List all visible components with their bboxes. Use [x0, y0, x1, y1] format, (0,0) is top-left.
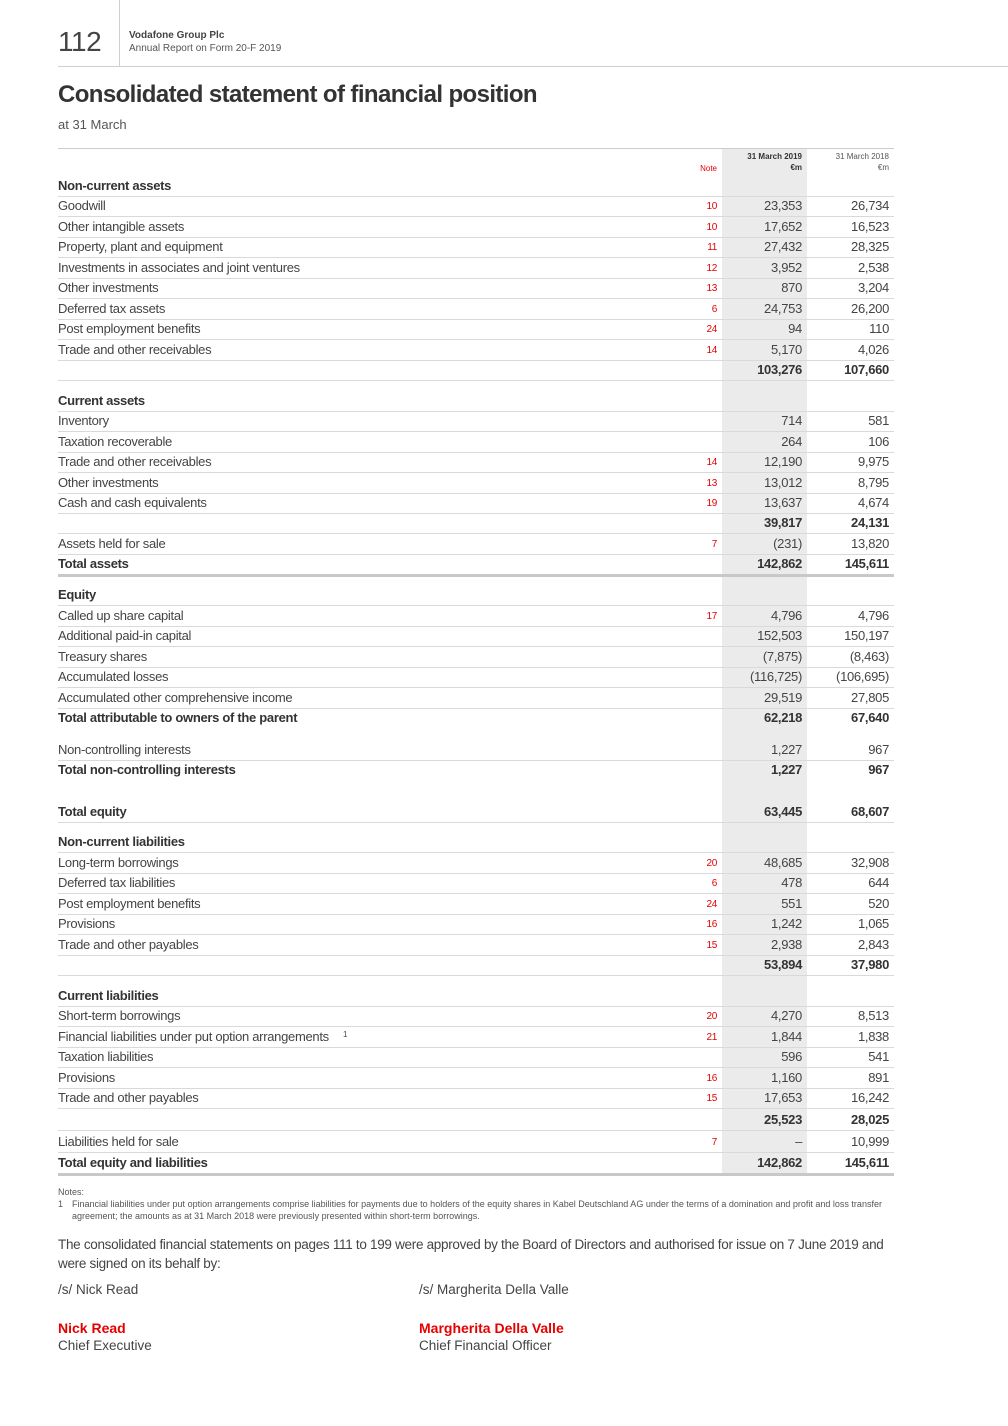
col-2018-header: [810, 151, 889, 173]
header-divider: [119, 0, 120, 66]
signatory-name-ceo: Nick Read: [58, 1320, 126, 1336]
value-2019: 12,190: [764, 454, 802, 469]
table-row: Financial liabilities under put option arrangements 1 21 1,844 1,838: [58, 1027, 894, 1048]
total-row: [58, 513, 894, 534]
row-note-ref: 13: [706, 283, 717, 294]
value-2019: 142,862: [757, 556, 802, 571]
value-2018: 541: [868, 1049, 889, 1064]
value-2019: 13,637: [764, 495, 802, 510]
row-note-ref: 14: [706, 457, 717, 468]
row-note-ref: 20: [706, 858, 717, 869]
row-label: Investments in associates and joint ventures: [58, 260, 300, 275]
row-label: Post employment benefits: [58, 896, 201, 911]
row-label: Total equity and liabilities: [58, 1155, 208, 1170]
value-2018: 2,843: [857, 937, 889, 952]
row-label: Provisions: [58, 1070, 115, 1085]
table-row: [58, 667, 894, 688]
row-label: Inventory: [58, 413, 109, 428]
value-2018: 9,975: [857, 454, 889, 469]
row-label: Treasury shares: [58, 649, 147, 664]
value-2019: (7,875): [762, 649, 802, 664]
value-2019: 478: [781, 875, 802, 890]
col-2019-unit: €m: [790, 163, 802, 172]
value-2018: 28,025: [851, 1112, 889, 1127]
value-2019: 3,952: [770, 260, 802, 275]
value-2019: 53,894: [764, 957, 802, 972]
value-2018: (8,463): [849, 649, 889, 664]
row-label: Trade and other receivables: [58, 454, 212, 469]
row-label: Other investments: [58, 280, 159, 295]
row-label: Provisions: [58, 916, 115, 931]
value-2018: 68,607: [851, 804, 889, 819]
table-row: [58, 853, 894, 874]
table-row: [58, 1006, 894, 1027]
row-label: Cash and cash equivalents: [58, 495, 207, 510]
notes-section: [58, 1186, 898, 1222]
value-2018: 110: [869, 321, 889, 336]
value-2019: 1,227: [770, 762, 802, 777]
value-2018: 16,242: [851, 1090, 889, 1105]
table-row: [58, 299, 894, 320]
table-row: [58, 740, 894, 761]
table-row: [58, 1088, 894, 1109]
value-2018: 967: [868, 742, 889, 757]
notes-heading: Notes:: [58, 1187, 85, 1197]
signatory-name-cfo: Margherita Della Valle: [419, 1320, 564, 1336]
value-2018: 520: [868, 896, 889, 911]
value-2018: 3,204: [857, 280, 889, 295]
row-note-ref: 24: [706, 324, 717, 335]
row-label: Financial liabilities under put option arrangements: [58, 1029, 329, 1044]
report-name: Annual Report on Form 20-F 2019: [129, 43, 282, 54]
row-label: Equity: [58, 587, 96, 602]
value-2018: 10,999: [851, 1134, 889, 1149]
value-2018: 107,660: [844, 362, 889, 377]
value-2019: 1,227: [770, 742, 802, 757]
row-label: Total equity: [58, 804, 127, 819]
row-note-ref: 15: [706, 1093, 717, 1104]
table-row: [58, 278, 894, 299]
value-2019: 29,519: [764, 690, 802, 705]
row-note-ref: 10: [706, 201, 717, 212]
row-note-ref: 6: [711, 878, 717, 889]
value-2019: 264: [781, 434, 802, 449]
value-2018: 37,980: [851, 957, 889, 972]
table-row: [58, 1132, 894, 1153]
value-2019: –: [795, 1134, 802, 1149]
table-row: [58, 1068, 894, 1089]
table-row: [58, 217, 894, 238]
total-row: [58, 955, 894, 976]
value-2019: 94: [788, 321, 802, 336]
row-note-ref: 14: [706, 345, 717, 356]
signature-ceo: /s/ Nick Read: [58, 1282, 139, 1297]
table-row: [58, 873, 894, 894]
value-2018: 16,523: [851, 219, 889, 234]
section-heading-row: [58, 832, 894, 853]
row-note-ref: 7: [711, 539, 717, 550]
total-row: [58, 554, 894, 577]
total-row: [58, 760, 894, 780]
total-row: [58, 802, 894, 823]
note-column-header: Note: [700, 164, 717, 173]
section-heading-row: [58, 391, 894, 412]
value-2019: 870: [781, 280, 802, 295]
value-2018: 1,838: [857, 1029, 889, 1044]
value-2019: 4,796: [770, 608, 802, 623]
row-label: Taxation liabilities: [58, 1049, 154, 1064]
row-note-ref: 21: [706, 1032, 717, 1043]
table-row: [58, 1047, 894, 1068]
row-label: Non-controlling interests: [58, 742, 191, 757]
row-label: Post employment benefits: [58, 321, 201, 336]
row-label: Current assets: [58, 393, 145, 408]
table-row: [58, 340, 894, 361]
table-row: [58, 196, 894, 217]
row-note-ref: 10: [706, 222, 717, 233]
row-label: Accumulated other comprehensive income: [58, 690, 293, 705]
value-2019: 13,012: [764, 475, 802, 490]
section-heading-row: [58, 176, 894, 197]
value-2019: 17,652: [764, 219, 802, 234]
signature-cfo: /s/ Margherita Della Valle: [419, 1282, 569, 1297]
col-2018-unit: €m: [877, 163, 889, 172]
value-2019: 25,523: [764, 1112, 802, 1127]
value-2019: 152,503: [757, 628, 802, 643]
table-row: [58, 319, 894, 340]
row-label: Assets held for sale: [58, 536, 166, 551]
row-note-ref: 20: [706, 1011, 717, 1022]
value-2019: 1,242: [770, 916, 802, 931]
table-top-rule: [58, 148, 894, 149]
value-2018: 150,197: [844, 628, 889, 643]
value-2018: 145,611: [844, 556, 889, 571]
row-label: Other intangible assets: [58, 219, 185, 234]
value-2018: 32,908: [851, 855, 889, 870]
note-number: 1: [58, 1199, 64, 1209]
value-2018: 26,734: [851, 198, 889, 213]
row-label: Deferred tax liabilities: [58, 875, 176, 890]
value-2019: 5,170: [770, 342, 802, 357]
value-2018: 967: [868, 762, 889, 777]
table-row: [58, 647, 894, 668]
value-2018: 13,820: [851, 536, 889, 551]
page-number: 112: [58, 26, 102, 57]
col-2019-date: 31 March 2019: [747, 152, 802, 161]
col-2018-date: 31 March 2018: [835, 152, 889, 161]
value-2018: 28,325: [851, 239, 889, 254]
approval-statement: The consolidated financial statements on pages 111 to 199 were approved by the Board of Directors and authorised for issue on 7 June 2019 and were signed on its behalf by:: [58, 1237, 884, 1271]
table-row: [58, 606, 894, 627]
row-label: Property, plant and equipment: [58, 239, 223, 254]
row-label: Long-term borrowings: [58, 855, 179, 870]
page-title: Consolidated statement of financial position: [58, 81, 537, 108]
row-note-ref: 6: [711, 304, 717, 315]
value-2018: 1,065: [857, 916, 889, 931]
value-2019: 103,276: [757, 362, 802, 377]
table-row: [58, 935, 894, 956]
value-2018: 644: [868, 875, 889, 890]
value-2018: 581: [868, 413, 889, 428]
value-2019: 4,270: [770, 1008, 802, 1023]
row-note-ref: 11: [707, 242, 717, 253]
value-2019: 1,160: [770, 1070, 802, 1085]
row-label: Other investments: [58, 475, 159, 490]
signatory-role-cfo: Chief Financial Officer: [419, 1338, 552, 1353]
page-header: [0, 0, 1008, 68]
row-label: Goodwill: [58, 198, 106, 213]
page-subtitle: at 31 March: [58, 117, 127, 132]
total-row: [58, 360, 894, 381]
row-note-ref: 12: [706, 263, 717, 274]
value-2019: 2,938: [770, 937, 802, 952]
total-row: [58, 708, 894, 728]
row-note-ref: 16: [706, 919, 717, 930]
table-row: [58, 534, 894, 555]
table-row: [58, 452, 894, 473]
col-2019-header: [722, 151, 802, 173]
value-2019: (231): [773, 536, 802, 551]
table-row: [58, 258, 894, 279]
value-2019: 39,817: [764, 515, 802, 530]
row-label: Trade and other payables: [58, 937, 199, 952]
section-heading-row: [58, 585, 894, 606]
row-label: Additional paid-in capital: [58, 628, 192, 643]
row-note-ref: 19: [706, 498, 717, 509]
company-name: Vodafone Group Plc: [129, 30, 225, 41]
value-2019: 1,844: [770, 1029, 802, 1044]
value-2018: 26,200: [851, 301, 889, 316]
table-row: [58, 626, 894, 647]
row-label: Total non-controlling interests: [58, 762, 236, 777]
value-2019: 596: [781, 1049, 802, 1064]
signatory-role-ceo: Chief Executive: [58, 1338, 152, 1353]
row-label: Current liabilities: [58, 988, 159, 1003]
value-2019: 17,653: [764, 1090, 802, 1105]
table-row: [58, 473, 894, 494]
value-2018: 4,026: [857, 342, 889, 357]
table-row: [58, 894, 894, 915]
value-2019: 551: [781, 896, 802, 911]
row-label: Called up share capital: [58, 608, 184, 623]
section-heading-row: [58, 986, 894, 1007]
value-2019: 27,432: [764, 239, 802, 254]
table-row: [58, 914, 894, 935]
header-rule: [58, 66, 1008, 67]
row-label: Total assets: [58, 556, 129, 571]
table-row: [58, 688, 894, 709]
value-2019: 142,862: [757, 1155, 802, 1170]
value-2018: 145,611: [844, 1155, 889, 1170]
value-2018: 891: [868, 1070, 889, 1085]
total-row: [58, 1153, 894, 1176]
value-2018: 8,513: [857, 1008, 889, 1023]
value-2018: 24,131: [851, 515, 889, 530]
total-row: [58, 1110, 894, 1131]
value-2019: 63,445: [764, 804, 802, 819]
row-label: Short-term borrowings: [58, 1008, 181, 1023]
value-2019: 48,685: [764, 855, 802, 870]
value-2019: 23,353: [764, 198, 802, 213]
table-row: [58, 237, 894, 258]
row-label: Trade and other payables: [58, 1090, 199, 1105]
row-note-ref: 24: [706, 899, 717, 910]
row-label: Accumulated losses: [58, 669, 169, 684]
row-label: Non-current liabilities: [58, 834, 185, 849]
value-2019: 24,753: [764, 301, 802, 316]
value-2019: 62,218: [764, 710, 802, 725]
value-2019: (116,725): [750, 669, 802, 684]
value-2018: (106,695): [836, 669, 889, 684]
row-label: Liabilities held for sale: [58, 1134, 179, 1149]
row-label: Non-current assets: [58, 178, 172, 193]
row-note-ref: 13: [706, 478, 717, 489]
table-row: [58, 411, 894, 432]
value-2018: 8,795: [857, 475, 889, 490]
value-2018: 4,674: [857, 495, 889, 510]
value-2018: 2,538: [857, 260, 889, 275]
row-label: Deferred tax assets: [58, 301, 166, 316]
row-label: Trade and other receivables: [58, 342, 212, 357]
row-note-ref: 17: [706, 611, 717, 622]
table-row: [58, 432, 894, 453]
note-text: Financial liabilities under put option arrangements comprise liabilities for payments due to holders of the equity shares in Kabel Deutschland AG under the terms of a domination and profit and loss transfer agreement; the amounts as at 31 March 2018 were previously presented within short-term borrowings.: [72, 1199, 882, 1221]
table-row: [58, 493, 894, 514]
value-2018: 27,805: [851, 690, 889, 705]
value-2019: 714: [781, 413, 802, 428]
row-label: Total attributable to owners of the parent: [58, 710, 298, 725]
row-note-ref: 16: [706, 1073, 717, 1084]
note-item: [58, 1198, 898, 1222]
row-note-ref: 7: [711, 1137, 717, 1148]
value-2018: 4,796: [857, 608, 889, 623]
value-2018: 106: [868, 434, 889, 449]
row-label: Taxation recoverable: [58, 434, 172, 449]
row-note-ref: 15: [706, 940, 717, 951]
value-2018: 67,640: [851, 710, 889, 725]
